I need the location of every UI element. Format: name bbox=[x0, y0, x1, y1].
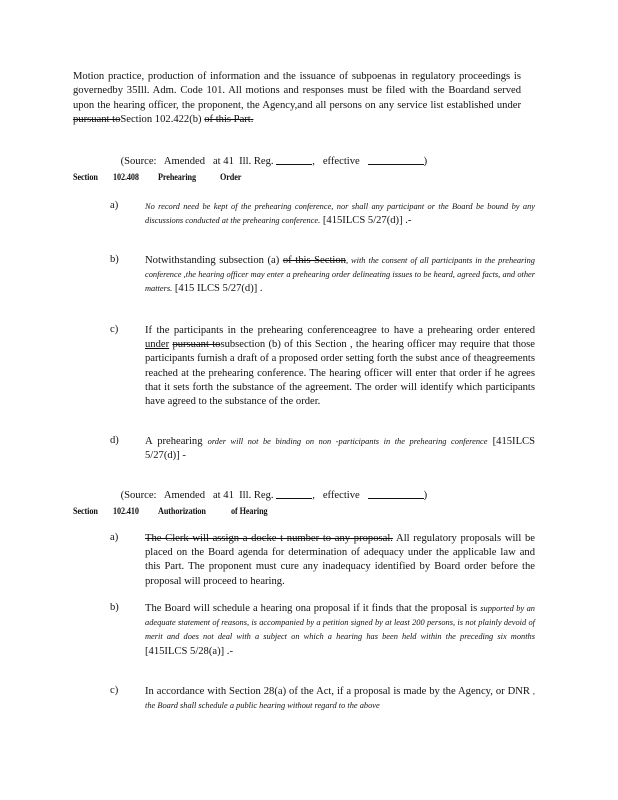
intro-section-ref: Section 102.422(b) bbox=[120, 114, 202, 126]
source-note-1: (Source: Amended at 41 Ill. Reg. , effective ) bbox=[120, 156, 428, 167]
source-note-2: (Source: Amended at 41 Ill. Reg. , effective ) bbox=[120, 490, 428, 501]
intro-struck-part: of this Part bbox=[204, 114, 251, 126]
statute-citation: [415 ILCS 5/27(d)] bbox=[174, 283, 258, 295]
intro-paragraph: Motion practice, production of information and the issuance of subpoenas in regulatory proceedings is governedby 35Ill. Adm. Code 101. All motions and responses must be filed with the Boardand served upon the hearing officer, the proponent, the Agency,and all persons on any service list established under pursuant toSection 102.422(b) of this Part. bbox=[73, 71, 521, 126]
statute-citation: [415ILCS 5/27(d)] bbox=[322, 215, 403, 227]
intro-struck-text: pursuant to bbox=[73, 114, 121, 126]
statute-citation: [415ILCS 5/27(d)] bbox=[145, 436, 535, 462]
statute-citation: [415ILCS 5/28(a)] bbox=[145, 645, 225, 657]
intro-text: Motion practice, production of information and the issuance of subpoenas in regulatory proceedings is governedby 35Ill. Adm. Code 101. All motions and responses must be filed with the Boardand served upon the hearing officer, the proponent, the Agency,and all persons on any service list established under bbox=[73, 71, 521, 111]
document-page: Motion practice, production of information and the issuance of subpoenas in regulatory proceedings is governedby 35Ill. Adm. Code 101. All motions and responses must be filed with the Boardand served upon the hearing officer, the proponent, the Agency,and all persons on any service list established under pursuant toSection 102.422(b) of this Part. (Source: Amended at 41 Ill. Reg. , effective ) Section 102.408 Prehearing Order a) No record need be kept of the prehearing conference, nor shall any participant or the Board be bound by any discussions conducted at the prehearing conference. [415ILCS 5/27(d)] .- b) Notwithstanding subsection (a) of this Section, with the consent of all participants in the prehearing conference ,the hearing officer may enter a prehearing order delineating issues to be heard, agreed facts, and other matters. [415 ILCS 5/27(d)] . c) If the participants in the prehearing conferenceagree to have a prehearing order entered under pursuant tosubsection (b) of this Section , the hearing officer may require that those participants furnish a draft of a proposed order setting forth the subst ance of theagreements reached at the prehearing conference. The hearing officer will enter that order if he agrees that it sets forth the substance of the agreement. The order will identify which participants have agreed to the substance of the order. d) A prehearing order will not be binding on non -participants in the prehearing conference [415ILCS 5/27(d)] - (Source: Amended at 41 Ill. Reg. , effective ) Section 102.410 Authorization of Hearing a) The Clerk will assign a docke t number to any proposal. All regulatory proposals will be placed on the Board agenda for determination of adequacy under the applicable law and this Part. The proponent must cure any inadequacy identified by Board order before the proposal will proceed to hearing. b) The Board will schedule a hearing ona proposal if it finds that the proposal is supported by an adequate statement of reasons, is accompanied by a petition signed by at least 200 persons, is not plainly devoid of merit and does not deal with a subject on which a hearing has been held within the preceding six months [415ILCS 5/28(a)] .- c) In accordance with Section 28(a) of the Act, if a proposal is made by the Agency, or DNR , the Board shall schedule a public hearing without regard to the above bbox=[73, 71, 536, 711]
